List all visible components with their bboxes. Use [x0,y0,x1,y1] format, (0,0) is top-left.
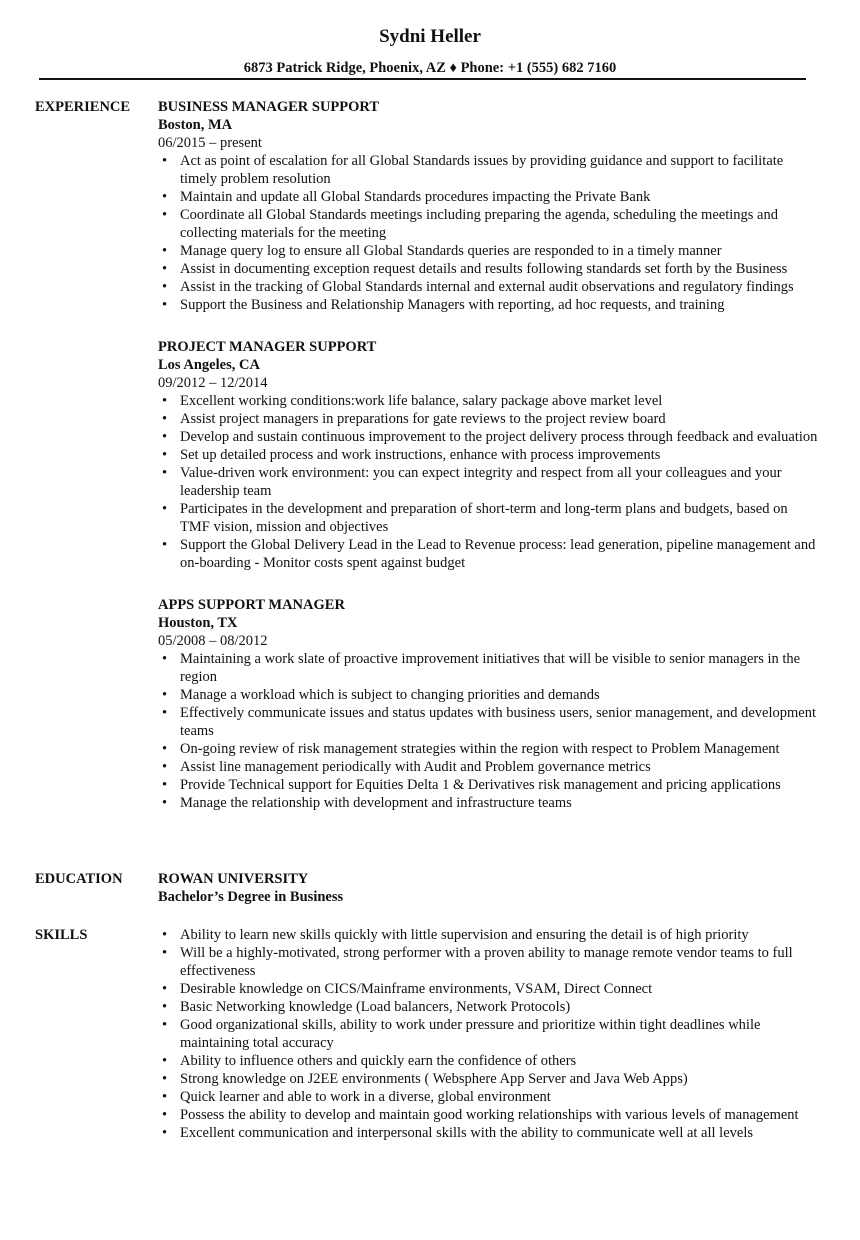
skill-item: • Possess the ability to develop and maintain good working relationships with various levels of management [180,1106,818,1124]
bullet-item: • Act as point of escalation for all Global Standards issues by providing guidance and support to facilitate timely problem resolution [180,152,818,188]
skill-item: • Ability to influence others and quickly earn the confidence of others [180,1052,818,1070]
job-bullets [158,650,818,812]
skill-item: • Excellent communication and interpersonal skills with the ability to communicate well at all levels [180,1124,818,1142]
job-entry [158,338,818,572]
experience-heading: EXPERIENCE [35,99,131,115]
degree-name: Bachelor’s Degree in Business [158,889,344,905]
bullet-item: • Maintaining a work slate of proactive improvement initiatives that will be visible to senior managers in the region [180,650,818,686]
bullet-item: • Assist project managers in preparations for gate reviews to the project review board [180,410,818,428]
job-bullets [158,152,818,314]
bullet-item: • Assist in the tracking of Global Standards internal and external audit observations and regulatory findings [180,278,818,296]
job-title: PROJECT MANAGER SUPPORT [158,339,377,355]
job-entry [158,596,818,812]
job-title: BUSINESS MANAGER SUPPORT [158,99,380,115]
bullet-item: • Develop and sustain continuous improvement to the project delivery process through feedback and evaluation [180,428,818,446]
job-title: APPS SUPPORT MANAGER [158,597,345,613]
bullet-item: • Set up detailed process and work instructions, enhance with process improvements [180,446,818,464]
bullet-item: • Manage query log to ensure all Global Standards queries are responded to in a timely manner [180,242,818,260]
bullet-item: • Excellent working conditions:work life balance, salary package above market level [180,392,818,410]
candidate-name: Sydni Heller [379,26,481,47]
bullet-item: • Coordinate all Global Standards meetings including preparing the agenda, scheduling the meetings and collecting materials for the meeting [180,206,818,242]
skill-item: • Ability to learn new skills quickly with little supervision and ensuring the detail is of high priority [180,926,818,944]
bullet-item: • Effectively communicate issues and status updates with business users, senior management, and development teams [180,704,818,740]
bullet-item: • Manage the relationship with development and infrastructure teams [180,794,818,812]
bullet-item: • Manage a workload which is subject to changing priorities and demands [180,686,818,704]
bullet-item: • Participates in the development and preparation of short-term and long-term plans and budgets, based on TMF vision, mission and objectives [180,500,818,536]
skills-list [158,926,818,1142]
skill-item: • Will be a highly-motivated, strong performer with a proven ability to manage remote vendor teams to full effectiveness [180,944,818,980]
job-dates: 09/2012 – 12/2014 [158,375,268,391]
job-bullets [158,392,818,572]
bullet-item: • Support the Global Delivery Lead in the Lead to Revenue process: lead generation, pipeline management and on-boarding - Monitor costs spent against budget [180,536,818,572]
bullet-item: • Assist line management periodically with Audit and Problem governance metrics [180,758,818,776]
skill-item: • Quick learner and able to work in a diverse, global environment [180,1088,818,1106]
contact-line: 6873 Patrick Ridge, Phoenix, AZ ♦ Phone: +1 (555) 682 7160 [243,60,617,76]
job-location: Houston, TX [158,615,238,631]
job-location: Los Angeles, CA [158,357,260,373]
bullet-item: • On-going review of risk management strategies within the region with respect to Problem Management [180,740,818,758]
bullet-item: • Value-driven work environment: you can expect integrity and respect from all your colleagues and your leadership team [180,464,818,500]
bullet-item: • Support the Business and Relationship Managers with reporting, ad hoc requests, and training [180,296,818,314]
job-entry [158,98,818,314]
job-dates: 05/2008 – 08/2012 [158,633,268,649]
job-dates: 06/2015 – present [158,135,262,151]
school-name: ROWAN UNIVERSITY [158,871,309,887]
skill-item: • Strong knowledge on J2EE environments ( Websphere App Server and Java Web Apps) [180,1070,818,1088]
skill-item: • Basic Networking knowledge (Load balancers, Network Protocols) [180,998,818,1016]
job-location: Boston, MA [158,117,233,133]
bullet-item: • Maintain and update all Global Standards procedures impacting the Private Bank [180,188,818,206]
bullet-item: • Provide Technical support for Equities Delta 1 & Derivatives risk management and pricing applications [180,776,818,794]
header-divider [39,78,806,80]
bullet-item: • Assist in documenting exception request details and results following standards set forth by the Business [180,260,818,278]
education-heading: EDUCATION [35,871,123,887]
skill-item: • Good organizational skills, ability to work under pressure and prioritize within tight deadlines while maintaining total accuracy [180,1016,818,1052]
skill-item: • Desirable knowledge on CICS/Mainframe environments, VSAM, Direct Connect [180,980,818,998]
skills-heading: SKILLS [35,927,88,943]
